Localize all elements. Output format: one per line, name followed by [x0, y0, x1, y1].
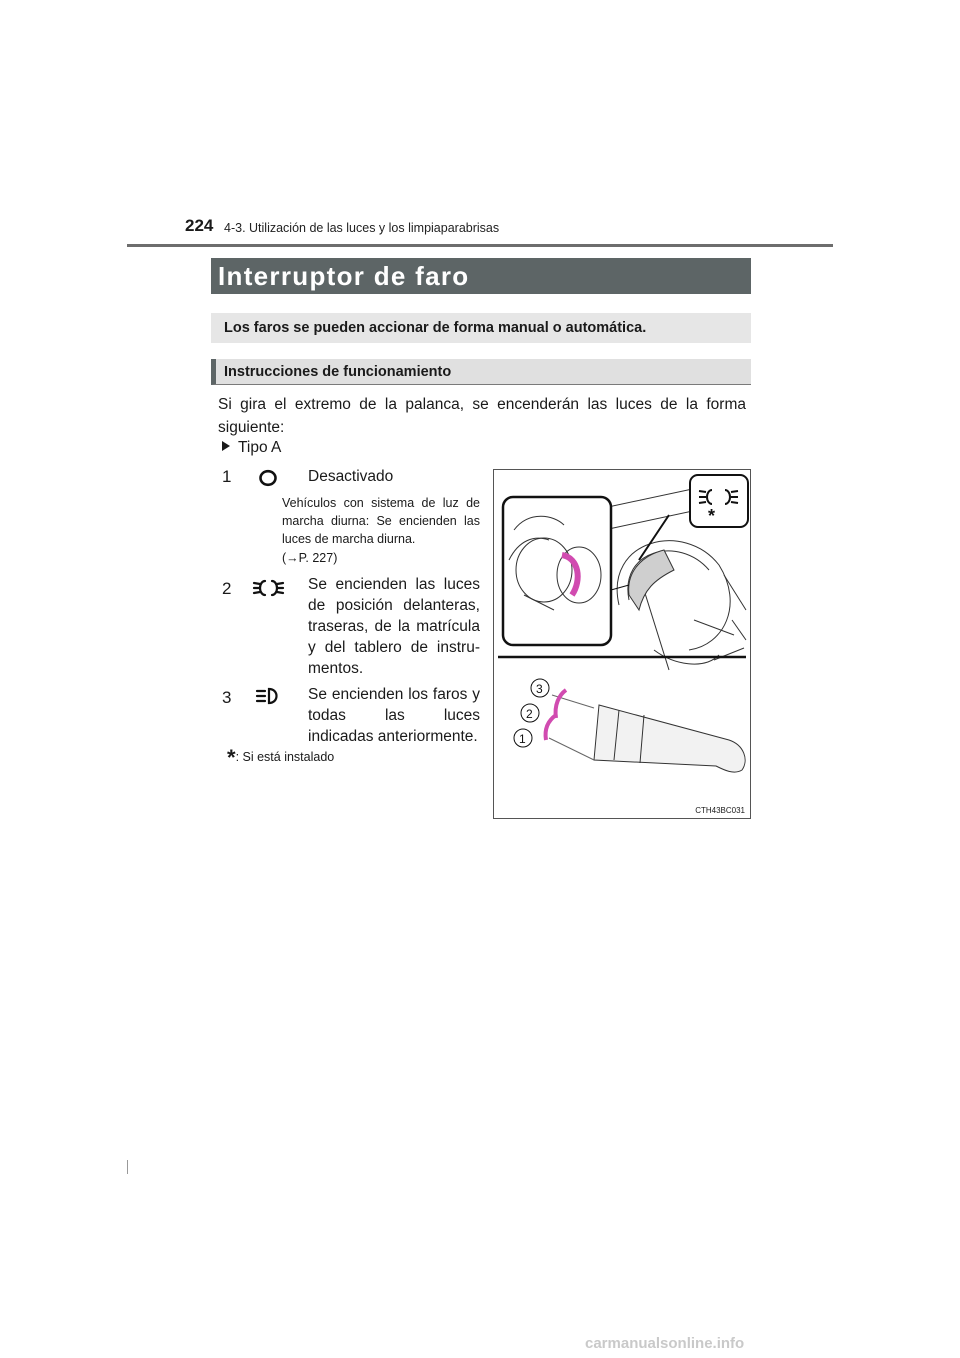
item-label: Se encienden los faros y todas las luces indicadas anteriormente. [308, 686, 480, 745]
tipo-label [222, 439, 281, 457]
headlight-icon [255, 686, 283, 711]
tipo-text: Tipo A [238, 439, 282, 456]
headlight-switch-figure [493, 469, 751, 819]
item-number: 1 [222, 467, 232, 486]
item-number: 2 [222, 579, 232, 598]
figure-callout-2: 2 [526, 707, 533, 721]
figure-code: CTH43BC031 [695, 806, 745, 815]
page-reference: (→P. 227) [282, 551, 338, 565]
footnote-text: : Si está instalado [235, 750, 335, 764]
body-paragraph: Si gira el extremo de la palanca, se encenderán las luces de la forma siguiente: [218, 396, 746, 436]
page-number: 224 [185, 216, 214, 235]
item-label: Desactivado [308, 468, 394, 485]
position-lights-icon [252, 578, 286, 603]
figure-callout-1: 1 [519, 732, 526, 746]
watermark: carmanualsonline.info [585, 1335, 745, 1352]
section-heading: Instrucciones de funcionamiento [211, 359, 751, 385]
chapter-title: 4-3. Utilización de las luces y los limpiaparabrisas [224, 221, 500, 235]
intro-text: Los faros se pueden accionar de forma manual o automática. [211, 313, 751, 343]
figure-asterisk: * [708, 506, 716, 526]
header-rule [127, 244, 833, 247]
item-label: Se encienden las luces de posición delanteras, traseras, de la matrícula y del tablero de instru-mentos. [308, 576, 480, 677]
margin-mark [127, 1160, 128, 1174]
figure-callout-3: 3 [536, 682, 543, 696]
triangle-bullet-icon [222, 441, 230, 451]
footnote-mark: * [227, 745, 236, 770]
page-title: Interruptor de faro [211, 258, 751, 294]
item-number: 3 [222, 688, 232, 707]
footnote [227, 745, 334, 771]
dashboard-illustration [494, 470, 750, 818]
item-subtext: Vehículos con sistema de luz de marcha diurna: Se encienden las luces de marcha diurna. [282, 496, 480, 546]
off-circle-icon [258, 469, 278, 492]
